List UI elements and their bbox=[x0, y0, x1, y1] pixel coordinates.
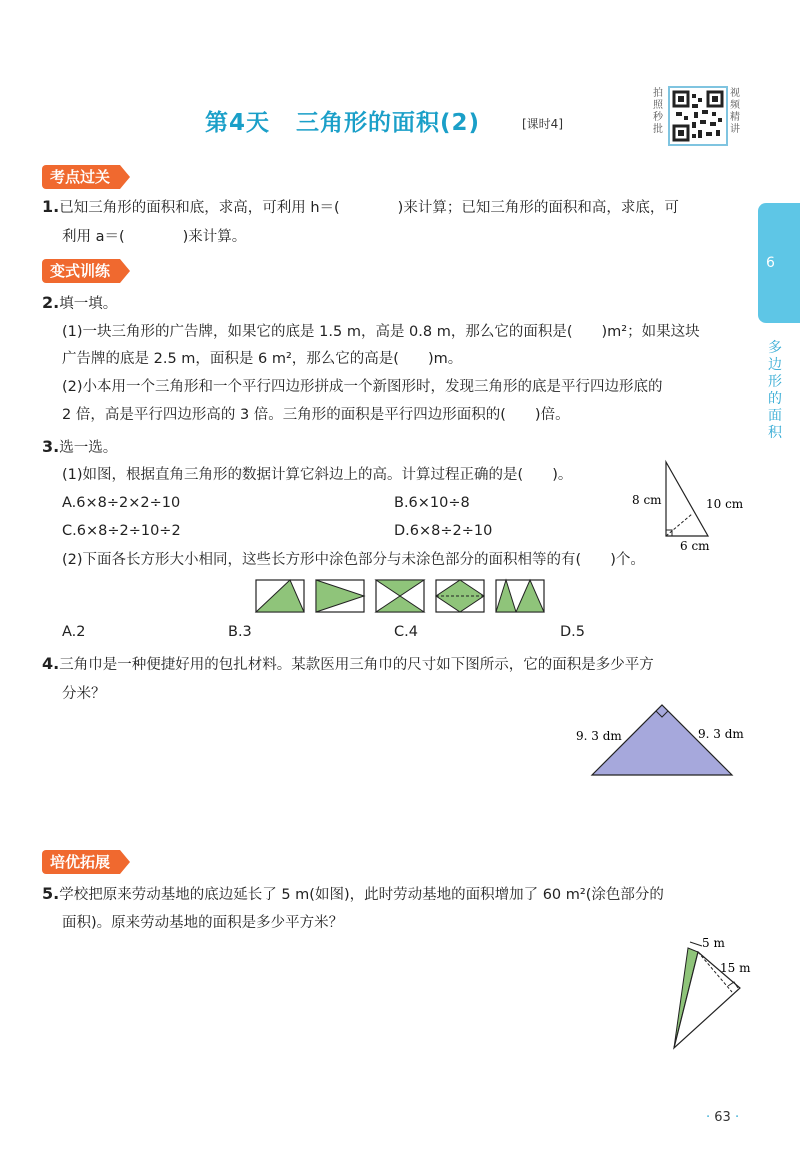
q5-number: 5. bbox=[42, 884, 60, 903]
q3-title: 选一选。 bbox=[59, 440, 118, 456]
q2-title: 填一填。 bbox=[59, 296, 118, 312]
q3-option-b[interactable]: B.6×10÷8 bbox=[394, 495, 470, 511]
q2-p1-line1: (1)一块三角形的广告牌，如果它的底是 1.5 m，高是 0.8 m，那么它的面积是( )m²；如果这块 bbox=[62, 324, 700, 340]
q3-c2-option-b[interactable]: B.3 bbox=[228, 624, 252, 640]
fig-hyp-label: 10 cm bbox=[706, 497, 744, 511]
q3-number: 3. bbox=[42, 437, 60, 456]
q4-line1 bbox=[42, 654, 654, 675]
q3-p2: (2)下面各长方形大小相同，这些长方形中涂色部分与未涂色部分的面积相等的有( )个。 bbox=[62, 552, 645, 568]
q2-p1-line2: 广告牌的底是 2.5 m，面积是 6 m²，那么它的高是( )m。 bbox=[62, 351, 463, 367]
qr-code-icon[interactable] bbox=[668, 86, 728, 146]
fig-left-label: 8 cm bbox=[632, 493, 662, 507]
q4-number: 4. bbox=[42, 654, 60, 673]
q3-c2-option-d[interactable]: D.5 bbox=[560, 624, 585, 640]
q4-fig-left-label: 9. 3 dm bbox=[576, 729, 622, 743]
q3-title-line bbox=[42, 437, 117, 458]
rect-1 bbox=[256, 580, 304, 612]
q5-line2: 面积)。原来劳动基地的面积是多少平方米？ bbox=[62, 915, 344, 931]
q3-c2-option-c[interactable]: C.4 bbox=[394, 624, 418, 640]
rectangles-figure bbox=[250, 578, 560, 616]
q2-number: 2. bbox=[42, 293, 60, 312]
triangle-bandage-figure bbox=[570, 700, 760, 780]
q1-line1 bbox=[42, 197, 679, 218]
rect-3 bbox=[376, 580, 424, 612]
section-kaodian: 考点过关 bbox=[42, 165, 120, 189]
page-number: · 63 · bbox=[706, 1110, 740, 1125]
page-number-value: 63 bbox=[714, 1110, 731, 1125]
q3-p1: (1)如图，根据直角三角形的数据计算它斜边上的高。计算过程正确的是( )。 bbox=[62, 467, 573, 483]
section-bianshi: 变式训练 bbox=[42, 259, 120, 283]
q1-line2: 利用 a＝( )来计算。 bbox=[62, 229, 247, 245]
q4-line2: 分米？ bbox=[62, 686, 106, 702]
q5-line1 bbox=[42, 884, 664, 905]
title-day: 第4天 bbox=[205, 110, 271, 136]
chapter-title: 多边形的面积 bbox=[768, 340, 782, 441]
q4-fig-right-label: 9. 3 dm bbox=[698, 727, 744, 741]
q5-fig-side-label: 15 m bbox=[720, 961, 751, 975]
q3-c2-option-a[interactable]: A.2 bbox=[62, 624, 86, 640]
page-title bbox=[205, 104, 480, 137]
qr-right-caption: 视频精讲 bbox=[730, 88, 740, 135]
q1-number: 1. bbox=[42, 197, 60, 216]
q5-text1: 学校把原来劳动基地的底边延长了 5 m(如图)，此时劳动基地的面积增加了 60 m²(涂色部分的 bbox=[59, 887, 664, 903]
rect-5 bbox=[496, 580, 544, 612]
chapter-number: 6 bbox=[766, 255, 775, 271]
garden-figure bbox=[660, 930, 770, 1055]
q3-option-d[interactable]: D.6×8÷2÷10 bbox=[394, 523, 493, 539]
lesson-tag: [课时4] bbox=[522, 117, 563, 131]
q3-option-c[interactable]: C.6×8÷2÷10÷2 bbox=[62, 523, 181, 539]
right-triangle-figure bbox=[620, 456, 760, 552]
chapter-tab bbox=[758, 203, 800, 323]
title-topic: 三角形的面积(2) bbox=[296, 110, 481, 136]
rect-4 bbox=[436, 580, 484, 612]
q2-title-line bbox=[42, 293, 117, 314]
section-peiyou: 培优拓展 bbox=[42, 850, 120, 874]
q2-p2-line2: 2 倍，高是平行四边形高的 3 倍。三角形的面积是平行四边形面积的( )倍。 bbox=[62, 407, 570, 423]
fig-bottom-label: 6 cm bbox=[680, 539, 710, 552]
q3-option-a[interactable]: A.6×8÷2×2÷10 bbox=[62, 495, 181, 511]
q5-fig-top-label: 5 m bbox=[702, 936, 725, 950]
q4-text1: 三角巾是一种便捷好用的包扎材料。某款医用三角巾的尺寸如下图所示，它的面积是多少平方 bbox=[59, 657, 654, 673]
rect-2 bbox=[316, 580, 364, 612]
q2-p2-line1: (2)小本用一个三角形和一个平行四边形拼成一个新图形时，发现三角形的底是平行四边形底的 bbox=[62, 379, 663, 395]
qr-left-caption: 拍照秒批 bbox=[653, 88, 663, 135]
q1-text1: 已知三角形的面积和底，求高，可利用 h＝( )来计算；已知三角形的面积和高，求底，可 bbox=[59, 200, 679, 216]
